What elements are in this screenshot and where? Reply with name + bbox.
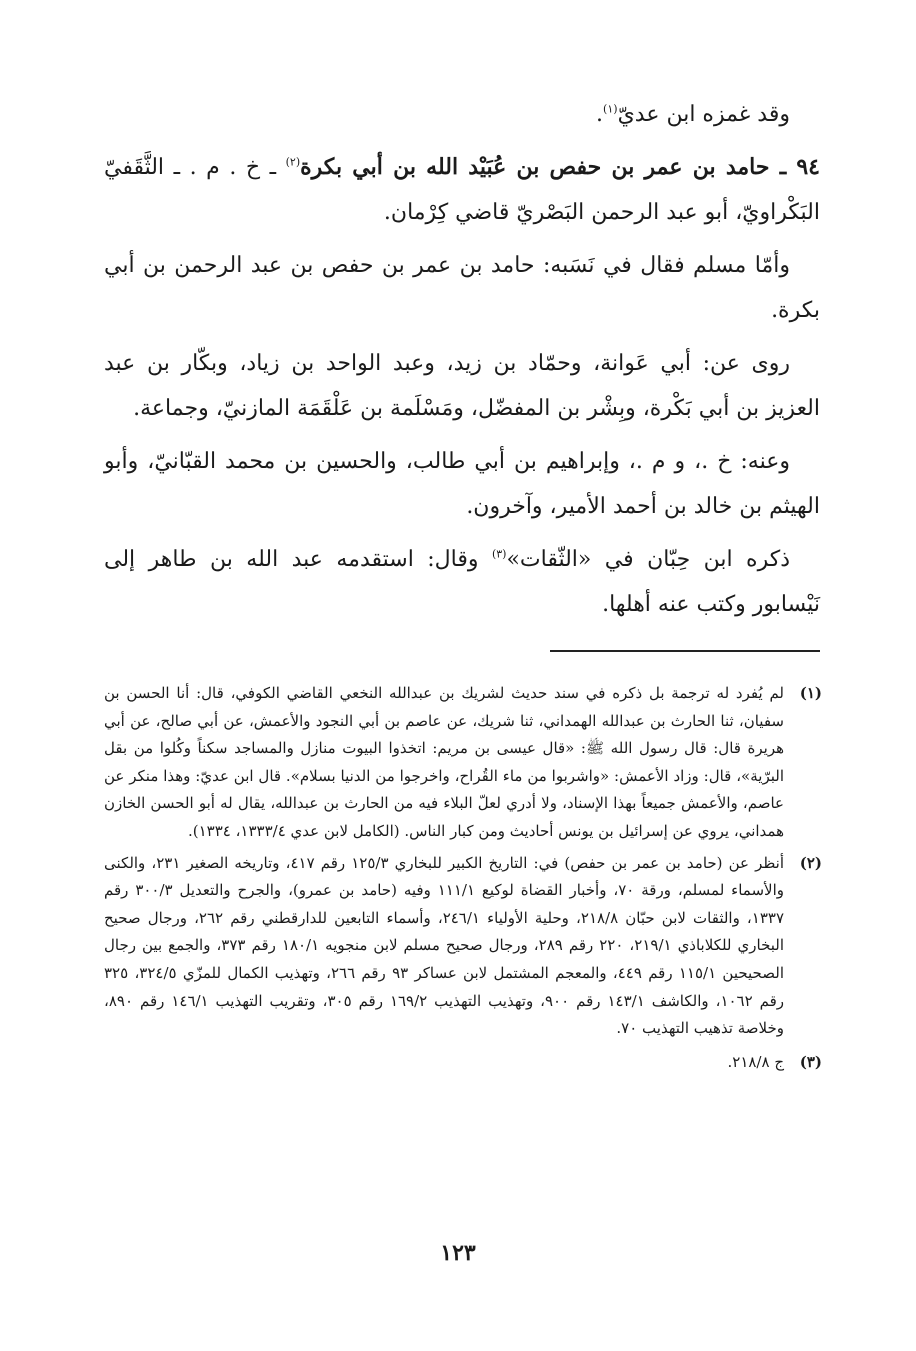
- footnote-ref-2: (٢): [285, 155, 301, 169]
- footnote-number: (١): [799, 684, 822, 702]
- footnote-ref-3: (٣): [491, 547, 507, 561]
- footnote-separator: [550, 650, 820, 652]
- ibn-hibban-text: ذكره ابن حِبّان في «الثّقات»: [506, 547, 790, 572]
- entry-rest: ـ خ . م . ـ الثَّقَفيّ البَكْراويّ، أبو عبد الرحمن البَصْريّ قاضي كِرْمان.: [104, 155, 820, 225]
- paragraph-intro: [104, 92, 820, 137]
- paragraph-ibn-hibban: [104, 537, 820, 627]
- footnote-3: [104, 1049, 820, 1077]
- footnote-2: [104, 850, 820, 1043]
- footnote-number: (٢): [799, 853, 822, 872]
- intro-end: .: [596, 102, 604, 127]
- main-text: [104, 92, 820, 627]
- footnote-text: لم يُفرد له ترجمة بل ذكره في سند حديث لشريك بن عبدالله النخعي القاضي الكوفي، قال: أنا الحسن بن سفيان، ثنا الحارث بن عبدالله الهمداني، ثنا شريك، عن عاصم بن أبي النجود والأعمش، عن أبي صالح، عن أبي هريرة قال: قال رسول الله ﷺ: «قال عيسى بن مريم: اتخذوا البيوت منازل والمساجد سكناً وكُلوا من بقل البرّية»، قال: وزاد الأعمش: «واشربوا من ماء القُراح، واخرجوا من الدنيا بسلام». قال ابن عديّ: وهذا منكر عن عاصم، والأعمش جميعاً بهذا الإسناد، ولا أدري لعلّ البلاء فيه من الحارث بن عبدالله، يقال له أبو الحسن الخازن همداني، يروي عن إسرائيل بن يونس أحاديث ومن كبار الناس. (الكامل لابن عدي ١٣٣٣/٤، ١٣٣٤).: [104, 684, 784, 840]
- intro-text: وقد غمزه ابن عديّ: [617, 102, 790, 127]
- paragraph-narrated-by: وعنه: خ .، و م .، وإبراهيم بن أبي طالب، والحسين بن محمد القبّانيّ، وأبو الهيثم بن خالد بن أحمد الأمير، وآخرون.: [104, 449, 820, 519]
- footnote-text: ج ٢١٨/٨.: [727, 1052, 784, 1071]
- page-number: ١٢٣: [440, 1240, 476, 1266]
- footnote-number: (٣): [799, 1052, 822, 1071]
- ibn-hibban-rest: وقال: استقدمه عبد الله بن طاهر إلى نَيْسابور وكتب عنه أهلها.: [104, 547, 820, 617]
- paragraph-narrated-from: روى عن: أبي عَوانة، وحمّاد بن زيد، وعبد الواحد بن زياد، وبكّار بن عبد العزيز بن أبي بَكْرة، وبِشْر بن المفضّل، ومَسْلَمة بن عَلْقَمَة المازنيّ، وجماعة.: [104, 351, 820, 421]
- paragraph-entry-heading: [104, 145, 820, 235]
- footnote-text: أنظر عن (حامد بن عمر بن حفص) في: التاريخ الكبير للبخاري ١٢٥/٣ رقم ٤١٧، وتاريخه الصغير ٢٣١، والكنى والأسماء لمسلم، ورقة ٧٠، وأخبار القضاة لوكيع ١١١/١ وفيه (حامد بن عمرو)، والجرح والتعديل ٣٠٠/٣ رقم ١٣٣٧، والثقات لابن حبّان ٢١٨/٨، وحلية الأولياء ٢٤٦/١، وأسماء التابعين للدارقطني رقم ٢٦٢، ورجال صحيح البخاري للكلاباذي ٢١٩/١، ٢٢٠ رقم ٢٨٩، ورجال صحيح مسلم لابن منجويه ١٨٠/١ رقم ٣٧٣، والجمع بين رجال الصحيحين ١١٥/١ رقم ٤٤٩، والمعجم المشتمل لابن عساكر ٩٣ رقم ٢٦٦، وتهذيب الكمال للمزّي ٣٢٤/٥، ٣٢٥ رقم ١٠٦٢، والكاشف ١٤٣/١ رقم ٩٠٠، وتهذيب التهذيب ١٦٩/٢ رقم ٣٠٥، وتقريب التهذيب ١٤٦/١ رقم ٨٩٠، وخلاصة تذهيب التهذيب ٧٠.: [104, 853, 785, 1038]
- footnote-ref-1: (١): [603, 102, 618, 116]
- entry-heading: ٩٤ ـ حامد بن عمر بن حفص بن عُبَيْد الله بن أبي بكرة: [300, 154, 820, 180]
- footnote-1: [104, 680, 820, 846]
- footnotes: [104, 680, 820, 1076]
- paragraph-lineage: وأمّا مسلم فقال في نَسَبه: حامد بن عمر بن حفص بن عبد الرحمن بن أبي بكرة.: [104, 253, 820, 323]
